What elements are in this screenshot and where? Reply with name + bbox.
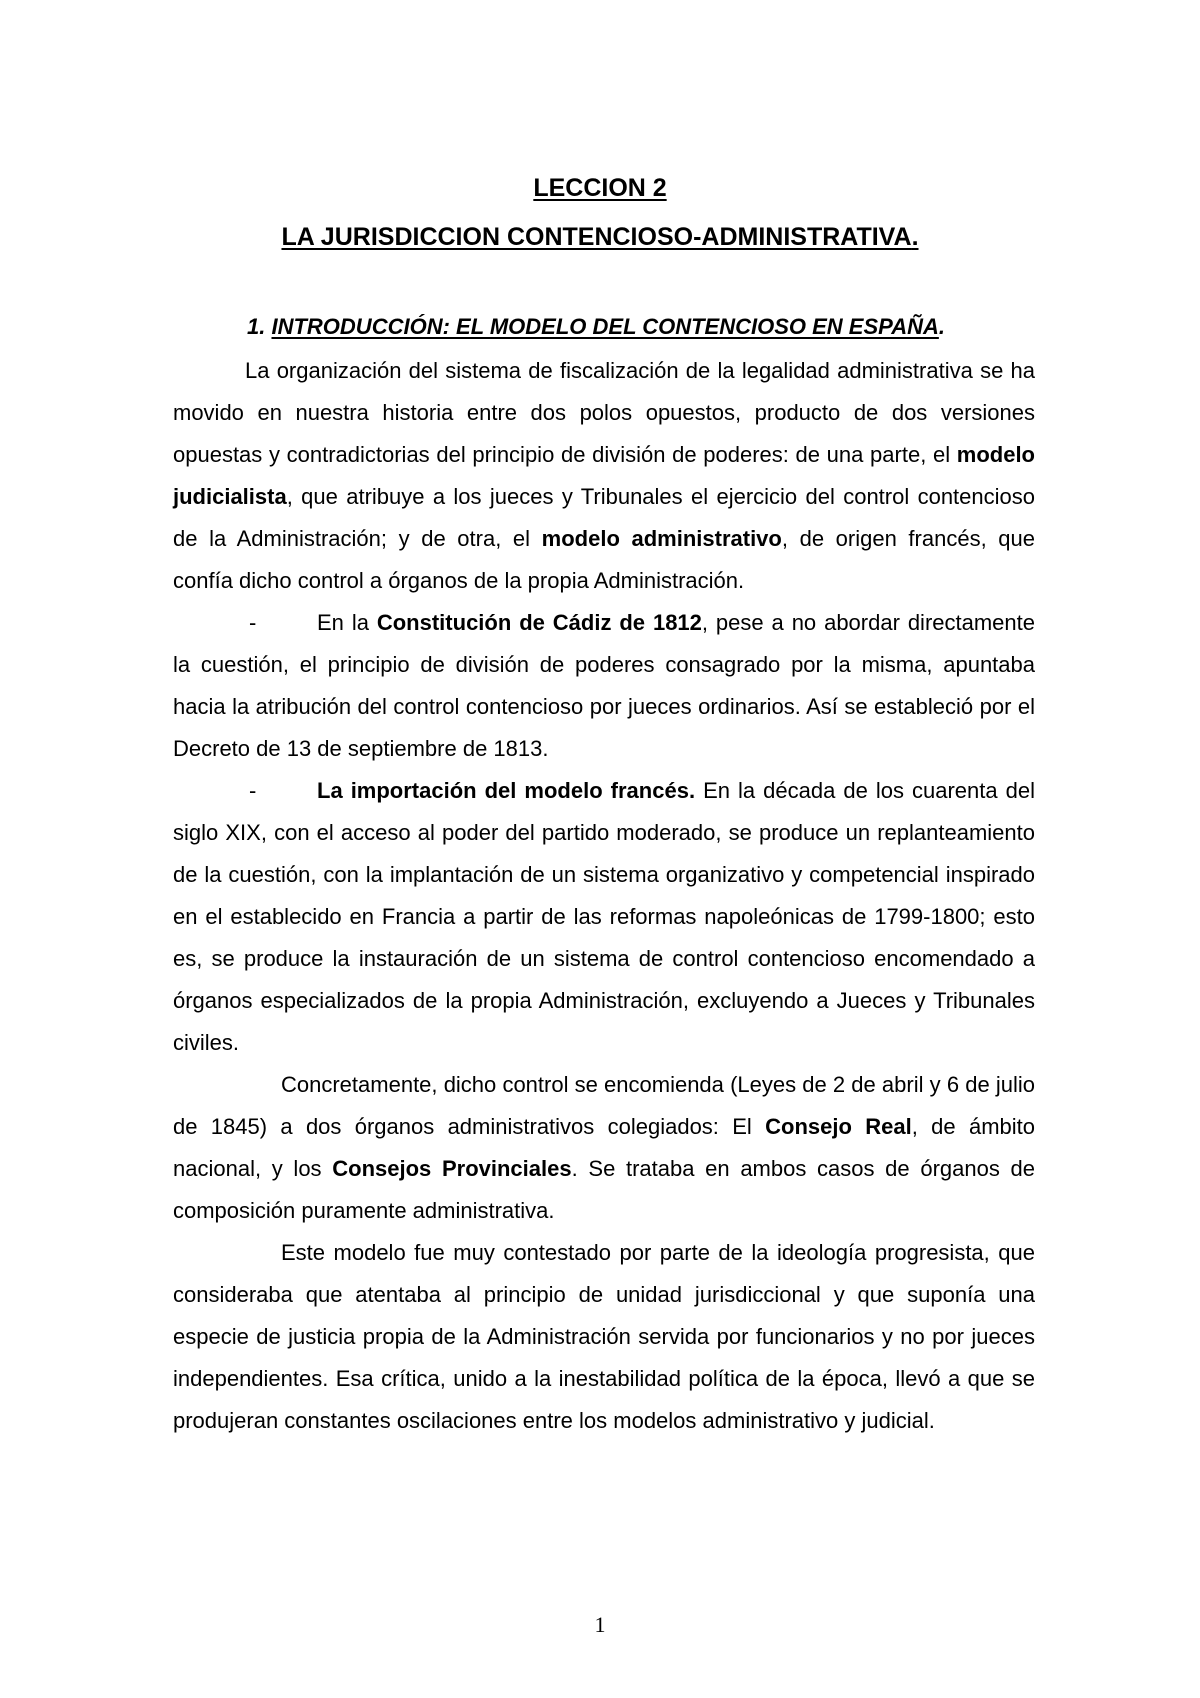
lesson-subtitle-period: . [911,223,919,251]
paragraph-text: , que atribuye a los jueces y Tribunales el ejercicio del control contencioso de la Administración; y de otra, el [173,484,1035,551]
paragraph-1 [173,350,1035,602]
paragraph-text: Concretamente, dicho control se encomienda (Leyes de 2 de abril y 6 de julio de 1845) a dos órganos administrativos colegiados: El [173,1072,1035,1139]
section-heading [247,312,945,342]
paragraph-4 [173,1064,1035,1232]
list-dash: - [249,778,257,803]
bold-term: modelo judicialista [173,442,1035,509]
bold-term: Consejo Real [765,1114,912,1139]
paragraph-5 [173,1232,1035,1442]
section-period: . [938,314,945,339]
paragraph-text: En la [317,610,377,635]
lesson-subtitle [0,222,1200,252]
section-title: INTRODUCCIÓN: EL MODELO DEL CONTENCIOSO EN ESPAÑA [271,314,939,339]
paragraph-3 [173,770,1035,1064]
lesson-title [0,173,1200,203]
document-body [173,350,1035,1442]
section-number: 1. [247,314,266,339]
paragraph-text: , de ámbito nacional, y los [173,1114,1036,1181]
page-number: 1 [594,1612,606,1637]
bold-term: Constitución de Cádiz de 1812 [376,610,702,635]
lesson-subtitle-text: LA JURISDICCION CONTENCIOSO-ADMINISTRATIVA [281,223,912,251]
bold-term: La importación del modelo francés. [317,778,696,803]
paragraph-2 [173,602,1035,770]
paragraph-text: , de origen francés, que confía dicho control a órganos de la propia Administración. [173,526,1035,593]
bold-term: modelo administrativo [541,526,782,551]
list-dash: - [249,610,257,635]
paragraph-text: En la década de los cuarenta del siglo XIX, con el acceso al poder del partido moderado, se produce un replanteamiento de la cuestión, con la implantación de un sistema organizativo y competencial inspirado en el establecido en Francia a partir de las reformas napoleónicas de 1799-1800; esto es, se produce la instauración de un sistema de control contencioso encomendado a órganos especializados de la propia Administración, excluyendo a Jueces y Tribunales civiles. [173,778,1035,1055]
bold-term: Consejos Provinciales [332,1156,572,1181]
paragraph-text: La organización del sistema de fiscalización de la legalidad administrativa se ha movido en nuestra historia entre dos polos opuestos, producto de dos versiones opuestas y contradictorias del principio de división de poderes: de una parte, el [173,358,1035,467]
paragraph-text: Este modelo fue muy contestado por parte de la ideología progresista, que consideraba que atentaba al principio de unidad jurisdiccional y que suponía una especie de justicia propia de la Administración servida por funcionarios y no por jueces independientes. Esa crítica, unido a la inestabilidad política de la época, llevó a que se produjeran constantes oscilaciones entre los modelos administrativo y judicial. [173,1240,1035,1433]
paragraph-text: . Se trataba en ambos casos de órganos de composición puramente administrativa. [173,1156,1035,1223]
paragraph-text: , pese a no abordar directamente la cuestión, el principio de división de poderes consagrado por la misma, apuntaba hacia la atribución del control contencioso por jueces ordinarios. Así se estableció por el Decreto de 13 de septiembre de 1813. [173,610,1035,761]
lesson-title-text: LECCION 2 [533,174,667,202]
